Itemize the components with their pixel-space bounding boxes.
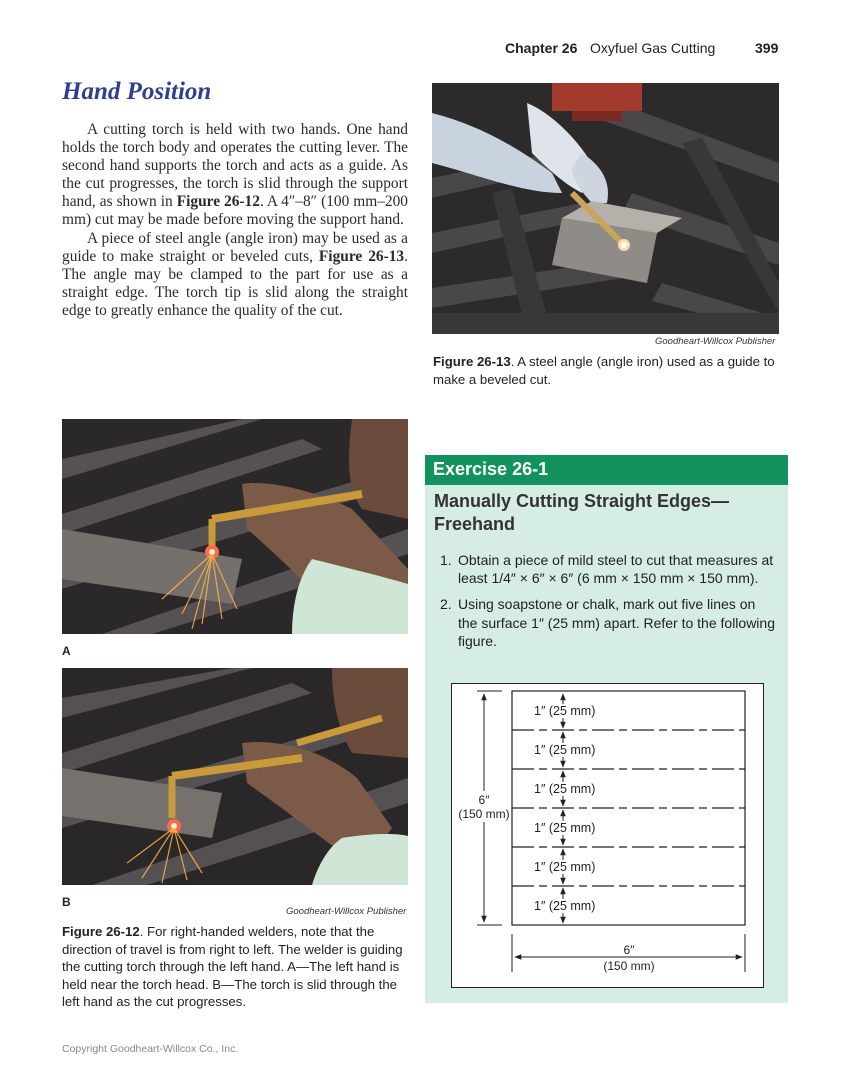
paragraph: A piece of steel angle (angle iron) may be used as a guide to make straight or beveled cuts, Figure 26-13. The angle may be clamped to the part for use as a straight edge. The torch tip is slid along the straight edge to greatly enhance the quality of the cut. <box>62 229 408 319</box>
exercise-header <box>425 455 788 485</box>
figure-credit: Goodheart-Willcox Publisher <box>286 906 407 917</box>
copyright-footer: Copyright Goodheart-Willcox Co., Inc. <box>62 1043 239 1055</box>
page-number: 399 <box>755 40 779 56</box>
list-item: 1. Obtain a piece of mild steel to cut that measures at least 1/4″ × 6″ × 6″ (6 mm × 150 mm × 150 mm). <box>440 552 774 587</box>
figure-credit: Goodheart-Willcox Publisher <box>655 336 776 347</box>
figure-caption: Figure 26-12. For right-handed welders, note that the direction of travel is from right to left. The welder is guiding the cutting torch through the left hand. A—The left hand is held near the torch head. B—The torch is slid through the left hand as the cut progresses. <box>62 924 403 1010</box>
paragraph: A cutting torch is held with two hands. One hand holds the torch body and operates the cutting lever. The second hand supports the torch and acts as a guide. As the cut progresses, the torch is slid through the support hand, as shown in Figure 26-12. A 4″–8″ (100 mm–200 mm) cut may be made before moving the support hand. <box>62 121 409 229</box>
steel-plate-diagram <box>451 683 764 988</box>
spacing-label: 1″ (25 mm) <box>534 743 596 757</box>
spacing-label: 1″ (25 mm) <box>534 782 596 796</box>
width-label-metric: (150 mm) <box>603 959 655 973</box>
spacing-label: 1″ (25 mm) <box>534 704 596 718</box>
width-label: 6″ <box>623 943 635 957</box>
body-text <box>62 121 408 320</box>
figure-reference[interactable]: Figure 26-12 <box>176 193 260 211</box>
spacing-label: 1″ (25 mm) <box>534 899 596 913</box>
chapter-number: Chapter 26 <box>505 40 578 56</box>
list-item: 2. Using soapstone or chalk, mark out five lines on the surface 1″ (25 mm) apart. Refer to the following figure. <box>440 596 775 649</box>
spacing-label: 1″ (25 mm) <box>534 821 596 835</box>
exercise-steps <box>440 551 775 658</box>
panel-label-a: A <box>62 644 71 658</box>
figure-26-12-photo-b <box>62 668 408 885</box>
panel-label-b: B <box>62 895 71 909</box>
figure-26-12-photo-a <box>62 419 408 634</box>
chapter-title: Oxyfuel Gas Cutting <box>590 40 716 56</box>
height-label-metric: (150 mm) <box>458 807 510 821</box>
exercise-number: Exercise 26-1 <box>433 459 549 479</box>
figure-reference[interactable]: Figure 26-13 <box>318 247 405 265</box>
exercise-title: Manually Cutting Straight Edges—Freehand <box>434 491 730 534</box>
section-title: Hand Position <box>62 78 212 105</box>
spacing-label: 1″ (25 mm) <box>534 860 596 874</box>
figure-caption: Figure 26-13. A steel angle (angle iron) used as a guide to make a beveled cut. <box>433 354 775 387</box>
height-label: 6″ <box>478 793 490 807</box>
figure-26-13-photo <box>432 83 779 334</box>
